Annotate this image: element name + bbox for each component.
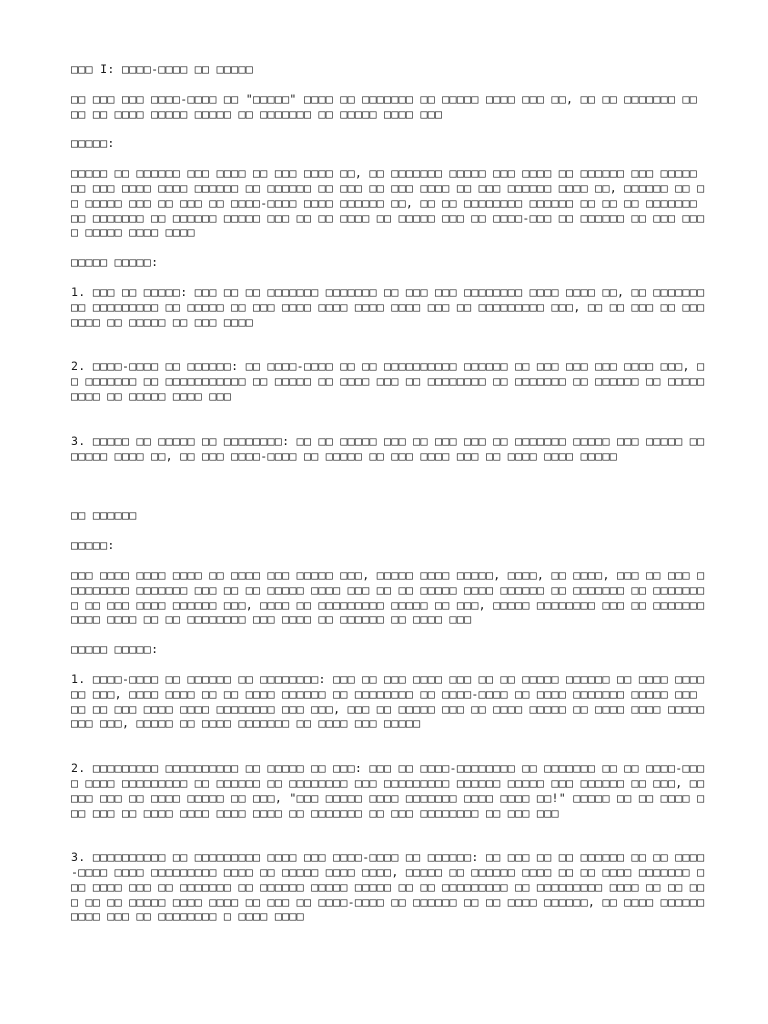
document-page — [71, 62, 711, 939]
part2-list-item-2: 2. □□□□□□□□□ □□□□□□□□□□ □□ □□□□□ □□ □□□: □□□ □□ □□□□-□□□□□□□□ □□ □□□□□□□ □□ □□ □□□□-□□□□ □□□□ □□□□□□□□□ □□ □□□□□□ □□ □□□□□□□□ □□□ □□□□□□□□□ □□□□□□ □□□□□ □□□ □□□□□□ □□ □□□, □□ □□□ □□□ □□ □□□□ □□□□□ □□ □□□, "□□□ □□□□□ □□□□ □□□□□□□ □□□□ □□□□ □□!" □□□□□ □□ □□ □□□□ □□□ □□□ □□ □□□□ □□□□ □□□□ □□□□ □□ □□□□□□□ □□ □□□ □□□□□□□□ □□ □□□ □□□ — [71, 761, 712, 820]
part1-list-item-1: 1. □□□ □□ □□□□□: □□□ □□ □□ □□□□□□□ □□□□□□□ □□ □□□ □□□ □□□□□□□□ □□□□ □□□□ □□, □□ □□□□□□□ □□ □□□□□□□□□ □□ □□□□□ □□ □□□ □□□□ □□□□ □□□□ □□□□ □□□ □□ □□□□□□□□□ □□□, □□ □□ □□□ □□ □□□□□□□ □□ □□□□□ □□ □□□ □□□□ — [71, 284, 712, 329]
part2-title: □□ □□□□□□ — [71, 508, 137, 523]
part1-intro: □□ □□□ □□□ □□□□-□□□□ □□ "□□□□□" □□□□ □□ □□□□□□□ □□ □□□□□ □□□□ □□□ □□, □□ □□ □□□□□□□ □□ □□ □□ □□□□ □□□□□ □□□□□ □□ □□□□□□□ □□ □□□□□ □□□□ □□□ — [71, 91, 705, 121]
part1-heading-2: □□□□□ □□□□□: — [71, 255, 159, 270]
part2-heading-1: □□□□□: — [71, 538, 115, 553]
part1-list-item-3: 3. □□□□□ □□ □□□□□ □□ □□□□□□□□: □□ □□ □□□□□ □□□ □□ □□□ □□□ □□ □□□□□□□ □□□□□ □□□ □□□□□ □□□□□□□ □□□□ □□, □□ □□□ □□□□-□□□□ □□ □□□□□ □□ □□□ □□□□ □□□ □□ □□□□ □□□□ □□□□□ — [71, 433, 705, 463]
part1-list-item-2: 2. □□□□-□□□□ □□ □□□□□□: □□ □□□□-□□□□ □□ □□ □□□□□□□□□□ □□□□□□ □□ □□□ □□□ □□□ □□□□ □□□, □□ □□□□□□□ □□ □□□□□□□□□□□ □□ □□□□□ □□ □□□□ □□□ □□ □□□□□□□□ □□ □□□□□□□ □□ □□□□□□ □□ □□□□□□□□□ □□ □□□□□ □□□□ □□□ — [71, 359, 705, 403]
part1-heading-1: □□□□□: — [71, 136, 115, 151]
part1-body-1: □□□□□ □□ □□□□□□ □□□ □□□□ □□ □□□ □□□□ □□, □□ □□□□□□□ □□□□□ □□□ □□□□ □□ □□□□□□ □□□ □□□□□ □□ □□□ □□□□ □□□□ □□□□□□ □□ □□□□□□ □□ □□□ □□ □□□ □□□□ □□ □□□ □□□□□□ □□□□ □□, □□□□□□ □□ □□ □□□□□ □□□ □□ □□□ □□ □□□□-□□□□ □□□□ □□□□□□ □□, □□ □□ □□□□□□□□ □□□□□□ □□ □□ □□ □□□□□□□ □□ □□□□□□□ □□ □□□□□□ □□□□□ □□□ □□ □□ □□□□ □□ □□□□□ □□□ □□ □□□□-□□□ □□ □□□□□□ □□ □□□ □□□□ □□□□□ □□□□ □□□□ — [71, 166, 705, 240]
part2-body-1: □□□ □□□□ □□□□ □□□□ □□ □□□□ □□□ □□□□□ □□□, □□□□□ □□□□ □□□□□, □□□□, □□ □□□□, □□□ □□ □□□ □□□□□□□□□ □□□□□□□ □□□ □□ □□ □□□□□ □□□□ □□□ □□ □□ □□□□□ □□□□ □□□□□□ □□ □□□□□□□ □□ □□□□□□□□ □□ □□□ □□□□ □□□□□□ □□□, □□□□ □□ □□□□□□□□□ □□□□□ □□ □□□, □□□□□ □□□□□□□□ □□□ □□ □□□□□□□ □□□□ □□□□ □□ □□ □□□□□□□□ □□□ □□□□ □□ □□□□□□ □□ □□□□ □□□ — [71, 567, 712, 627]
part2-list-item-1: 1. □□□□-□□□□ □□ □□□□□□ □□ □□□□□□□□: □□□ □□ □□□ □□□□ □□□ □□ □□ □□□□□ □□□□□□ □□ □□□□ □□□□□□ □□□, □□□□ □□□□ □□ □□ □□□□ □□□□□□ □□ □□□□□□□□ □□ □□□□-□□□□ □□ □□□□ □□□□□□□ □□□□□ □□□ □□ □□ □□□ □□□□ □□□□ □□□□□□□□ □□□ □□□, □□□ □□ □□□□□ □□□ □□ □□□□ □□□□□ □□ □□□□ □□□□ □□□□□ □□□ □□□, □□□□□ □□ □□□□ □□□□□□□ □□ □□□□ □□□ □□□□□ — [71, 671, 712, 731]
part2-list-item-3: 3. □□□□□□□□□□ □□ □□□□□□□□□ □□□□ □□□ □□□□-□□□□ □□ □□□□□□: □□ □□□ □□ □□ □□□□□□ □□ □□ □□□□-□□□□ □□□□ □□□□□□□□□ □□□□ □□ □□□□□ □□□□ □□□□, □□□□□ □□ □□□□□□ □□□□ □□ □□ □□□□ □□□□□□□ □□□ □□□□ □□□ □□ □□□□□□□ □□ □□□□□□ □□□□□ □□□□□ □□ □□ □□□□□□□□□ □□ □□□□□□□□□ □□□□ □□ □□ □□□ □□ □□ □□□□□ □□□□ □□□□ □□ □□□ □□ □□□□-□□□□ □□ □□□□□□ □□ □□ □□□□ □□□□□□, □□ □□□□ □□□□□□ □□□□ □□□ □□ □□□□□□□□ □ □□□□ □□□□ — [71, 850, 712, 924]
part2-heading-2: □□□□□ □□□□□: — [71, 642, 159, 657]
part1-title: □□□ I: □□□□-□□□□ □□ □□□□□ — [71, 62, 254, 76]
